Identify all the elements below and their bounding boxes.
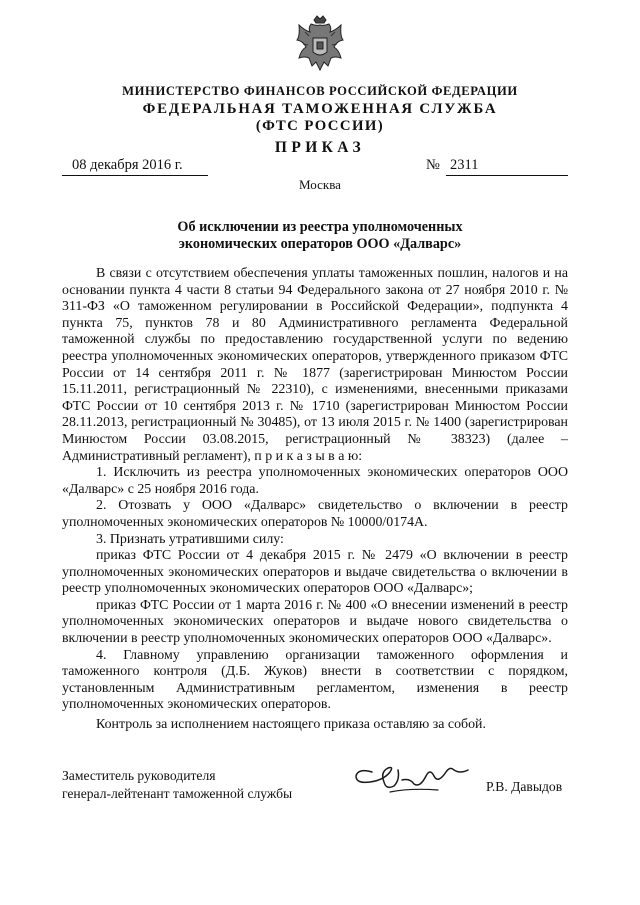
order-title-line-2: экономических операторов ООО «Далварс»	[178, 236, 462, 252]
signatory-position-line-1: Заместитель руководителя	[62, 768, 216, 783]
item-1-paragraph: 1. Исключить из реестра уполномоченных экономических операторов ООО «Далварс» с 25 ноября 2016 года.	[62, 465, 568, 497]
ministry-name: МИНИСТЕРСТВО ФИНАНСОВ РОССИЙСКОЙ ФЕДЕРАЦИИ	[122, 84, 518, 98]
document-type: ПРИКАЗ	[274, 139, 366, 156]
city: Москва	[299, 177, 341, 192]
control-paragraph: Контроль за исполнением настоящего приказа оставляю за собой.	[96, 717, 486, 732]
order-date: 08 декабря 2016 г.	[72, 157, 183, 173]
coat-of-arms-emblem	[291, 14, 349, 76]
item-3b-paragraph: приказ ФТС России от 1 марта 2016 г. № 400 «О внесении изменений в реестр уполномоченных экономических операторов и выдаче нового свидетельства о включении в реестр уполномоченных экономических операторов ООО «Далварс».	[62, 597, 568, 647]
service-abbreviation: (ФТС РОССИИ)	[255, 118, 385, 134]
preamble-paragraph: В связи с отсутствием обеспечения уплаты таможенных пошлин, налогов и на основании пункта 4 части 8 статьи 94 Федерального закона от 27 ноября 2010 г. № 311-ФЗ «О таможенном регулировании в Российской Федерации», подпункта 4 пункта 75, пунктов 78 и 80 Административного регламента Федеральной таможенной службы по предоставлению государственной услуги по ведению реестра уполномоченных экономических операторов, утвержденного приказом ФТС России от 14 сентября 2011 г. № 1877 (зарегистрирован Минюстом России 15.11.2011, регистрационный № 22310), с изменениями, внесенными приказами ФТС России от 10 сентября 2013 г. № 1710 (зарегистрирован Минюстом России 28.11.2013, регистрационный № 30485), от 13 июля 2015 г. № 1400 (зарегистрирован Минюстом России 03.08.2015, регистрационный № 38323) (далее – Административный регламент), п р и к а з ы в а ю:	[62, 266, 568, 464]
signatory-name: Р.В. Давыдов	[486, 779, 563, 794]
item-2-paragraph: 2. Отозвать у ООО «Далварс» свидетельство о включении в реестр уполномоченных экономических операторов № 10000/0174А.	[62, 498, 568, 530]
item-3a-paragraph: приказ ФТС России от 4 декабря 2015 г. № 2479 «О включении в реестр уполномоченных экономических операторов и выдаче свидетельства о включении в реестр уполномоченных экономических операторов ООО «Далварс»;	[62, 548, 568, 597]
handwritten-signature	[350, 758, 472, 796]
signatory-position	[62, 767, 292, 803]
order-body	[62, 266, 568, 714]
item-3-paragraph: 3. Признать утратившими силу:	[96, 531, 284, 547]
order-date-field	[62, 157, 208, 176]
service-name: ФЕДЕРАЛЬНАЯ ТАМОЖЕННАЯ СЛУЖБА	[142, 101, 498, 117]
signatory-position-line-2: генерал-лейтенант таможенной службы	[62, 786, 293, 801]
item-4-paragraph: 4. Главному управлению организации таможенного оформления и таможенного контроля (Д.Б. Жуков) внести в соответствии с порядком, установленным Административным регламентом, изменения в реестр уполномоченных экономических операторов.	[62, 647, 568, 713]
order-title-line-1: Об исключении из реестра уполномоченных	[177, 219, 463, 235]
order-number-field	[446, 157, 568, 176]
number-sign: №	[426, 157, 440, 173]
order-number: 2311	[450, 157, 479, 173]
